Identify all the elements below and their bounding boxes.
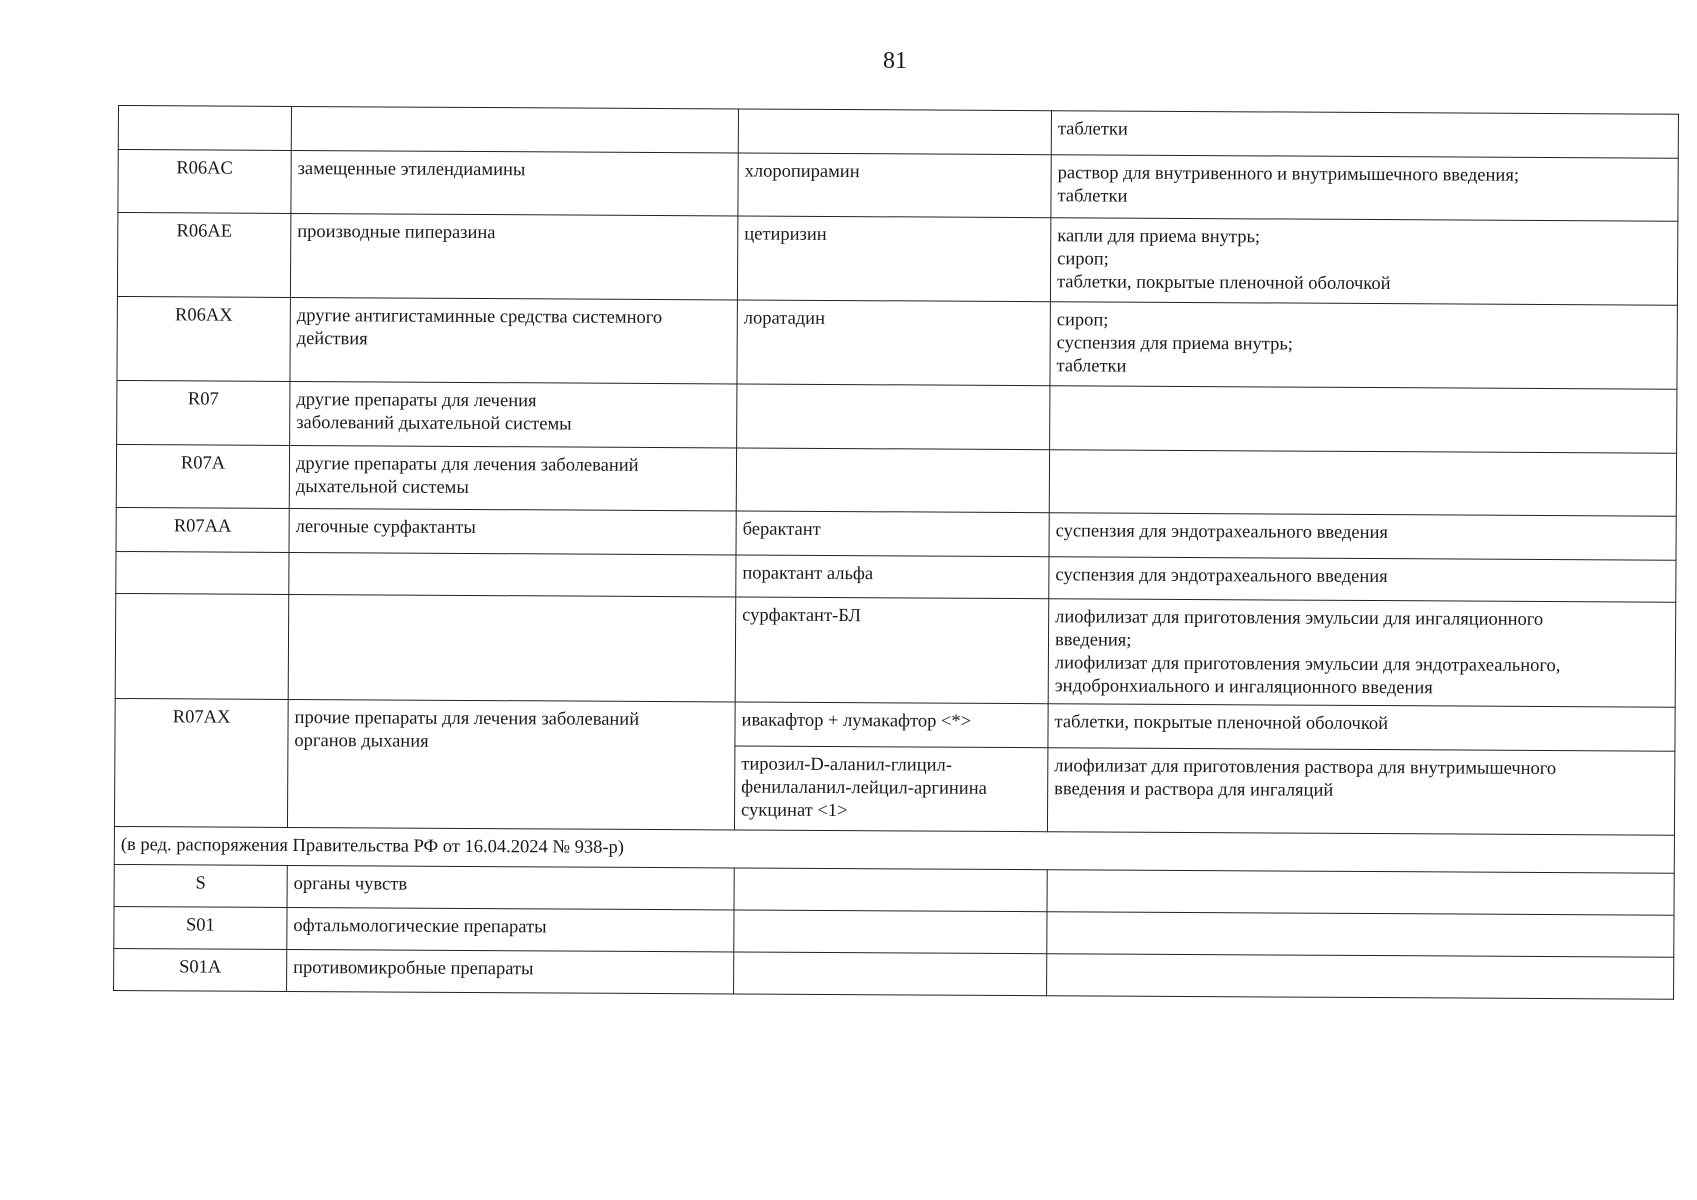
group-cell: производные пиперазина bbox=[290, 213, 737, 299]
table-row bbox=[115, 593, 1676, 707]
atc-code-cell: R06AX bbox=[117, 296, 290, 381]
group-cell: легочные сурфактанты bbox=[289, 508, 736, 554]
drug-cell bbox=[734, 952, 1047, 996]
group-cell bbox=[288, 594, 736, 701]
dosage-form-cell bbox=[1049, 450, 1676, 517]
atc-code-cell bbox=[116, 551, 289, 594]
atc-code-cell: S bbox=[114, 864, 287, 907]
table-row bbox=[116, 444, 1676, 516]
dosage-form-cell bbox=[1047, 912, 1674, 958]
group-cell: противомикробные препараты bbox=[287, 949, 734, 993]
drug-cell: цетиризин bbox=[737, 216, 1050, 302]
dosage-form-cell: капли для приема внутрь; сироп; таблетки, покрытые пленочной оболочкой bbox=[1050, 218, 1677, 306]
group-cell: другие антигистаминные средства системного действия bbox=[290, 297, 737, 383]
dosage-form-cell: таблетки, покрытые пленочной оболочкой bbox=[1048, 704, 1675, 752]
group-cell: другие препараты для лечения заболеваний дыхательной системы bbox=[290, 381, 737, 447]
group-cell: другие препараты для лечения заболеваний дыхательной системы bbox=[289, 445, 736, 510]
drug-cell: ивакафтор + лумакафтор <*> bbox=[735, 702, 1048, 748]
drug-classification-table bbox=[113, 105, 1679, 1000]
dosage-form-cell: таблетки bbox=[1051, 111, 1678, 159]
atc-code-cell: S01 bbox=[114, 906, 287, 949]
atc-code-cell: S01A bbox=[114, 948, 287, 991]
drug-cell bbox=[734, 868, 1047, 912]
atc-code-cell bbox=[115, 593, 289, 699]
drug-cell: сурфактант-БЛ bbox=[735, 597, 1049, 704]
amendment-note: (в ред. распоряжения Правительства РФ от 16.04.2024 № 938-р) bbox=[114, 826, 1674, 873]
table-row bbox=[118, 150, 1678, 222]
drug-cell bbox=[738, 109, 1051, 155]
group-cell: офтальмологические препараты bbox=[287, 907, 734, 951]
group-cell: замещенные этилендиамины bbox=[291, 150, 738, 215]
drug-cell: хлоропирамин bbox=[738, 153, 1051, 218]
dosage-form-cell: лиофилизат для приготовления раствора для внутримышечного введения и раствора для ингаляций bbox=[1047, 748, 1674, 836]
group-cell bbox=[291, 106, 738, 152]
table-row bbox=[115, 698, 1675, 751]
dosage-form-cell: сироп; суспензия для приема внутрь; таблетки bbox=[1050, 302, 1677, 390]
dosage-form-cell: лиофилизат для приготовления эмульсии для ингаляционного введения; лиофилизат для приготовления эмульсии для эндотрахеального, эндобронхиального и ингаляционного введения bbox=[1048, 599, 1676, 708]
dosage-form-cell bbox=[1050, 386, 1677, 454]
dosage-form-cell bbox=[1047, 870, 1674, 916]
document-sheet bbox=[113, 105, 1678, 1000]
drug-cell bbox=[734, 910, 1047, 954]
atc-code-cell: R07A bbox=[116, 444, 289, 508]
atc-code-cell bbox=[118, 106, 291, 151]
drug-cell bbox=[736, 448, 1049, 513]
table-row bbox=[117, 296, 1677, 389]
drug-cell: лоратадин bbox=[737, 300, 1050, 386]
atc-code-cell: R06AC bbox=[118, 150, 291, 214]
atc-code-cell: R07AX bbox=[114, 698, 288, 827]
drug-cell: порактант альфа bbox=[736, 555, 1049, 599]
drug-cell: берактант bbox=[736, 511, 1049, 557]
dosage-form-cell bbox=[1047, 954, 1674, 1000]
drug-cell bbox=[737, 384, 1050, 450]
drug-cell: тирозил-D-аланил-глицил- фенилаланил-лейцил-аргинина сукцинат <1> bbox=[734, 746, 1047, 832]
atc-code-cell: R06AE bbox=[117, 213, 290, 298]
page-number: 81 bbox=[883, 48, 907, 74]
atc-code-cell: R07AA bbox=[116, 507, 289, 552]
group-cell: органы чувств bbox=[287, 865, 734, 909]
dosage-form-cell: суспензия для эндотрахеального введения bbox=[1049, 513, 1676, 561]
dosage-form-cell: суспензия для эндотрахеального введения bbox=[1049, 557, 1676, 603]
atc-code-cell: R07 bbox=[117, 380, 290, 445]
group-cell bbox=[289, 552, 736, 596]
group-cell: прочие препараты для лечения заболеваний органов дыхания bbox=[287, 699, 735, 829]
table-row bbox=[117, 380, 1677, 453]
table-row bbox=[114, 948, 1674, 999]
table-row bbox=[117, 213, 1677, 306]
dosage-form-cell: раствор для внутривенного и внутримышечного введения; таблетки bbox=[1051, 155, 1678, 222]
